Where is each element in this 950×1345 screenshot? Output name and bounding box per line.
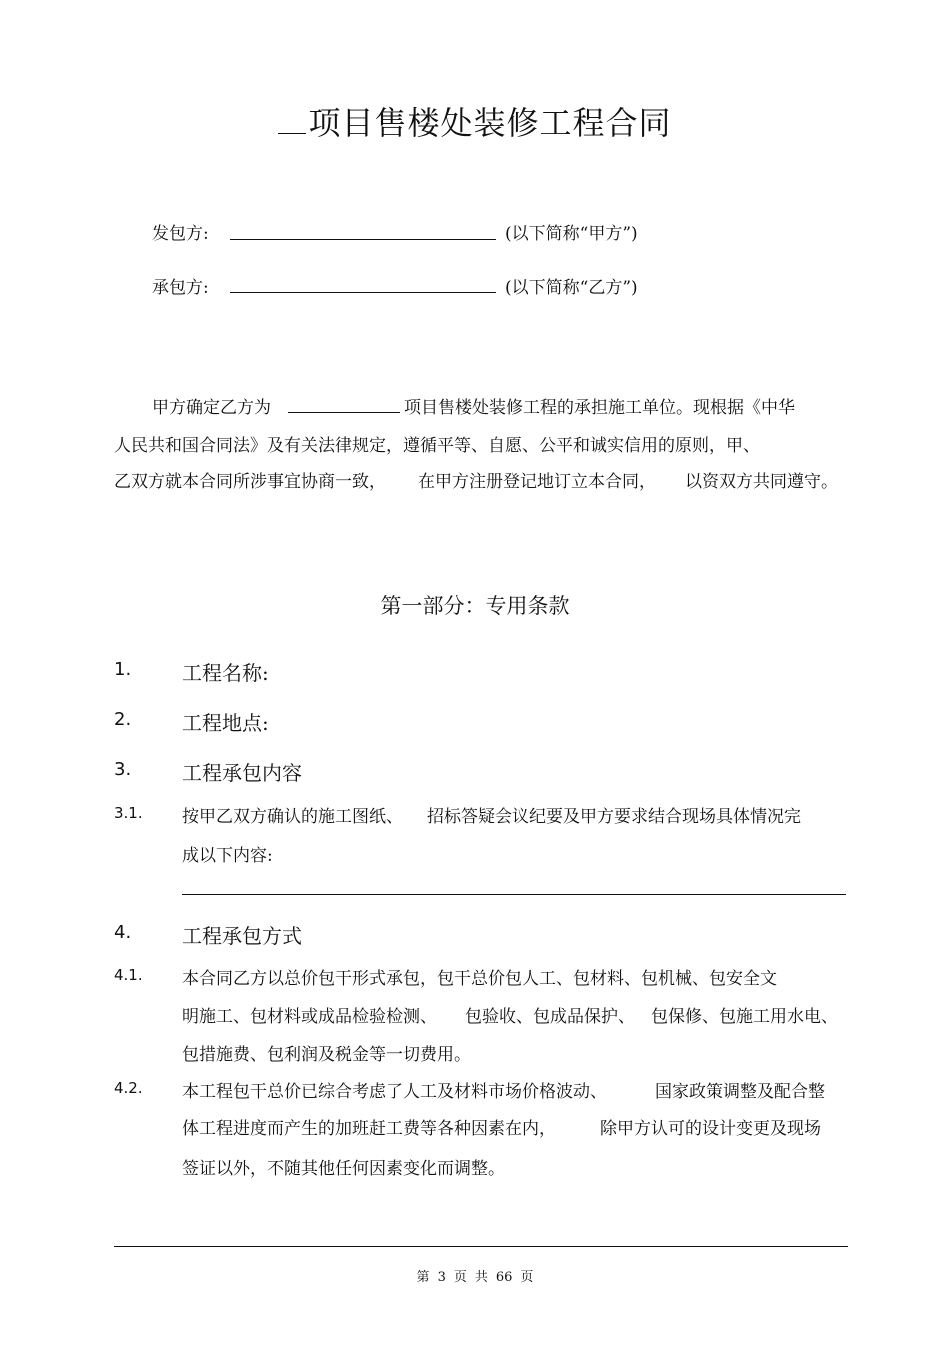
footer-gong: 共 <box>474 1270 488 1285</box>
contractor-label: 承包方: <box>152 278 209 298</box>
footer-total-pages: 66 <box>495 1270 513 1285</box>
clause-4-number: 4. <box>114 922 132 943</box>
contractor-note: (以下简称“乙方”) <box>505 278 638 298</box>
clause-4-2-number: 4.2. <box>114 1079 143 1097</box>
footer-ye-2: 页 <box>520 1270 534 1285</box>
clause-4-text: 工程承包方式 <box>182 924 302 948</box>
intro-line-3b: 在甲方注册登记地订立本合同， <box>418 472 656 492</box>
intro-line-1b: 项目售楼处装修工程的承担施工单位。现根据《中华 <box>404 398 795 418</box>
footer-page-number: 3 <box>437 1270 446 1285</box>
employer-label: 发包方: <box>152 224 209 244</box>
clause-4-2-line-1a: 本工程包干总价已综合考虑了人工及材料市场价格波动、 <box>182 1082 607 1102</box>
clause-4-2-line-2a: 体工程进度而产生的加班赶工费等各种因素在内， <box>182 1119 556 1139</box>
title-text: 项目售楼处装修工程合同 <box>308 104 672 142</box>
footer-divider <box>114 1246 848 1247</box>
clause-4-2-line-3: 签证以外，不随其他任何因素变化而调整。 <box>182 1159 505 1179</box>
clause-4-1-line-3: 包措施费、包利润及税金等一切费用。 <box>182 1045 471 1065</box>
page-footer <box>0 1266 950 1285</box>
clause-3-1-line-2: 成以下内容: <box>182 846 273 866</box>
clause-1-number: 1. <box>114 659 132 680</box>
clause-4-2-line-2b: 除甲方认可的设计变更及现场 <box>600 1119 821 1139</box>
clause-1-text: 工程名称: <box>182 661 269 685</box>
clause-4-1-line-2b: 包验收、包成品保护、 <box>465 1007 635 1027</box>
intro-line-1a: 甲方确定乙方为 <box>152 398 271 418</box>
clause-3-text: 工程承包内容 <box>182 761 302 785</box>
clause-3-1-number: 3.1. <box>114 804 143 822</box>
footer-di: 第 <box>416 1270 430 1285</box>
clause-4-1-number: 4.1. <box>114 966 143 984</box>
employer-note: (以下简称“甲方”) <box>505 224 638 244</box>
section-title: 第一部分：专用条款 <box>380 594 570 618</box>
clause-3-1-line-1b: 招标答疑会议纪要及甲方要求结合现场具体情况完 <box>427 807 801 827</box>
contractor-name-field[interactable] <box>230 292 496 293</box>
footer-ye: 页 <box>453 1270 467 1285</box>
clause-4-2-line-1b: 国家政策调整及配合整 <box>655 1082 825 1102</box>
document-title <box>0 98 950 144</box>
intro-line-3c: 以资双方共同遵守。 <box>685 472 838 492</box>
title-blank-line <box>278 103 306 134</box>
scope-content-field[interactable] <box>182 894 846 895</box>
clause-4-1-line-1: 本合同乙方以总价包干形式承包，包干总价包人工、包材料、包机械、包安全文 <box>182 969 777 989</box>
clause-2-number: 2. <box>114 709 132 730</box>
clause-3-1-line-1a: 按甲乙双方确认的施工图纸、 <box>182 807 403 827</box>
clause-3-number: 3. <box>114 759 132 780</box>
employer-name-field[interactable] <box>230 239 496 240</box>
clause-4-1-line-2c: 包保修、包施工用水电、 <box>651 1007 838 1027</box>
clause-2-text: 工程地点: <box>182 711 269 735</box>
intro-line-3a: 乙双方就本合同所涉事宜协商一致， <box>114 472 386 492</box>
project-name-field[interactable] <box>288 412 400 413</box>
intro-line-2: 人民共和国合同法》及有关法律规定，遵循平等、自愿、公平和诚实信用的原则，甲、 <box>114 436 760 456</box>
clause-4-1-line-2a: 明施工、包材料或成品检验检测、 <box>182 1007 437 1027</box>
